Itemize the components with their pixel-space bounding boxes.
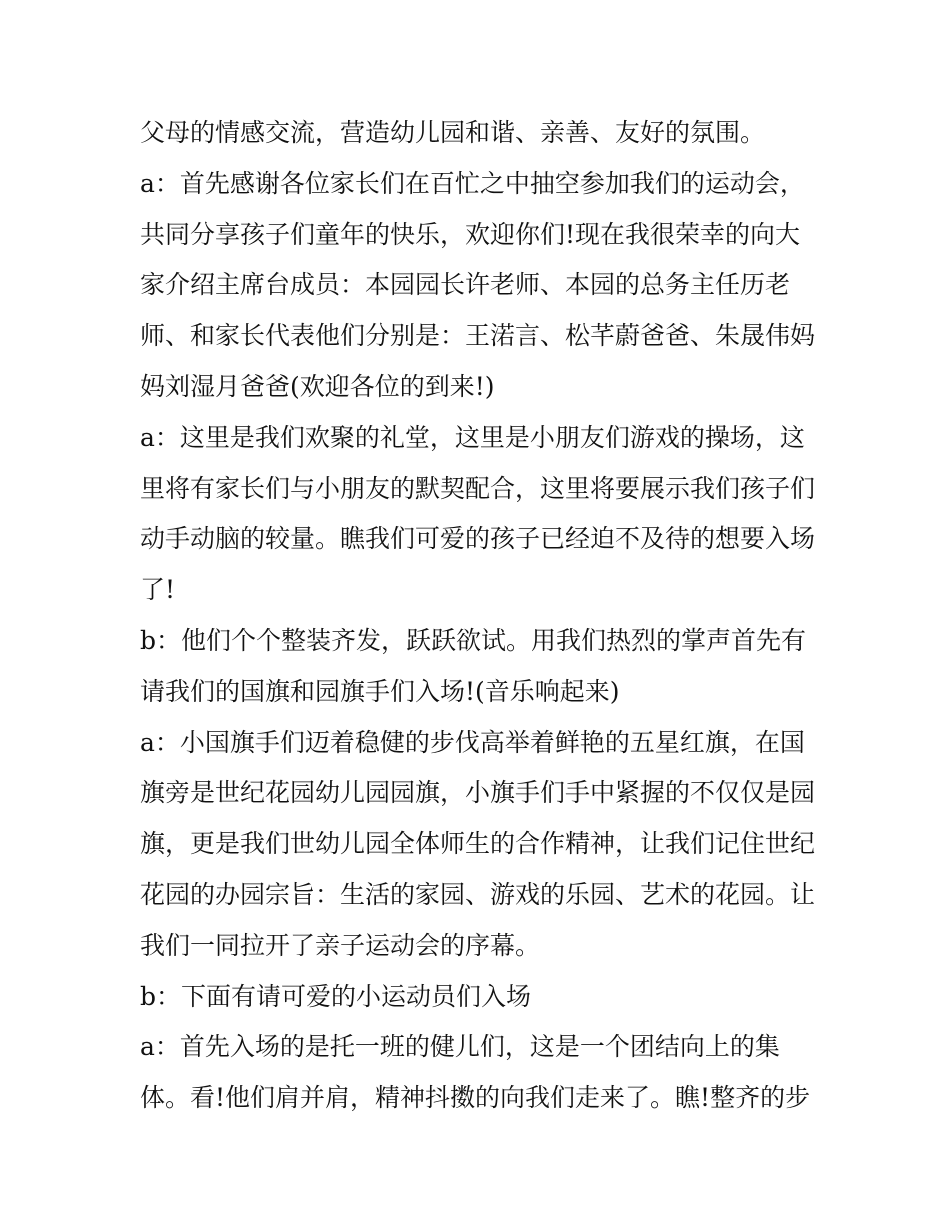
text-line: 动手动脑的较量。瞧我们可爱的孩子已经迫不及待的想要入场 <box>140 524 816 554</box>
text-line: 了! <box>140 575 176 605</box>
text-line: b：下面有请可爱的小运动员们入场 <box>140 981 532 1011</box>
text-line: 请我们的国旗和园旗手们入场!(音乐响起来) <box>140 676 620 706</box>
text-line: 共同分享孩子们童年的快乐，欢迎你们!现在我很荣幸的向大 <box>140 219 801 249</box>
text-line: 旗，更是我们世幼儿园全体师生的合作精神，让我们记住世纪 <box>140 829 816 859</box>
text-line: a：这里是我们欢聚的礼堂，这里是小朋友们游戏的操场，这 <box>140 422 805 452</box>
text-line: 花园的办园宗旨：生活的家园、游戏的乐园、艺术的花园。让 <box>140 879 816 909</box>
text-line: 体。看!他们肩并肩，精神抖擞的向我们走来了。瞧!整齐的步 <box>140 1083 811 1113</box>
text-line: 旗旁是世纪花园幼儿园园旗，小旗手们手中紧握的不仅仅是园 <box>140 778 816 808</box>
document-body <box>140 108 820 1124</box>
text-line: 父母的情感交流，营造幼儿园和谐、亲善、友好的氛围。 <box>140 118 766 147</box>
text-line: 妈刘湿月爸爸(欢迎各位的到来!) <box>140 371 495 401</box>
text-line: 里将有家长们与小朋友的默契配合，这里将要展示我们孩子们 <box>140 473 816 503</box>
text-line: a：首先感谢各位家长们在百忙之中抽空参加我们的运动会， <box>140 168 805 198</box>
text-line: 师、和家长代表他们分别是：王渃言、松芊蔚爸爸、朱晟伟妈 <box>140 321 816 351</box>
text-line: 我们一同拉开了亲子运动会的序幕。 <box>140 930 541 960</box>
text-line: b：他们个个整装齐发，跃跃欲试。用我们热烈的掌声首先有 <box>140 625 807 655</box>
text-line: a：首先入场的是托一班的健儿们，这是一个团结向上的集 <box>140 1032 780 1062</box>
text-line: 家介绍主席台成员：本园园长许老师、本园的总务主任历老 <box>140 270 791 300</box>
text-line: a：小国旗手们迈着稳健的步伐高举着鲜艳的五星红旗，在国 <box>140 727 805 757</box>
